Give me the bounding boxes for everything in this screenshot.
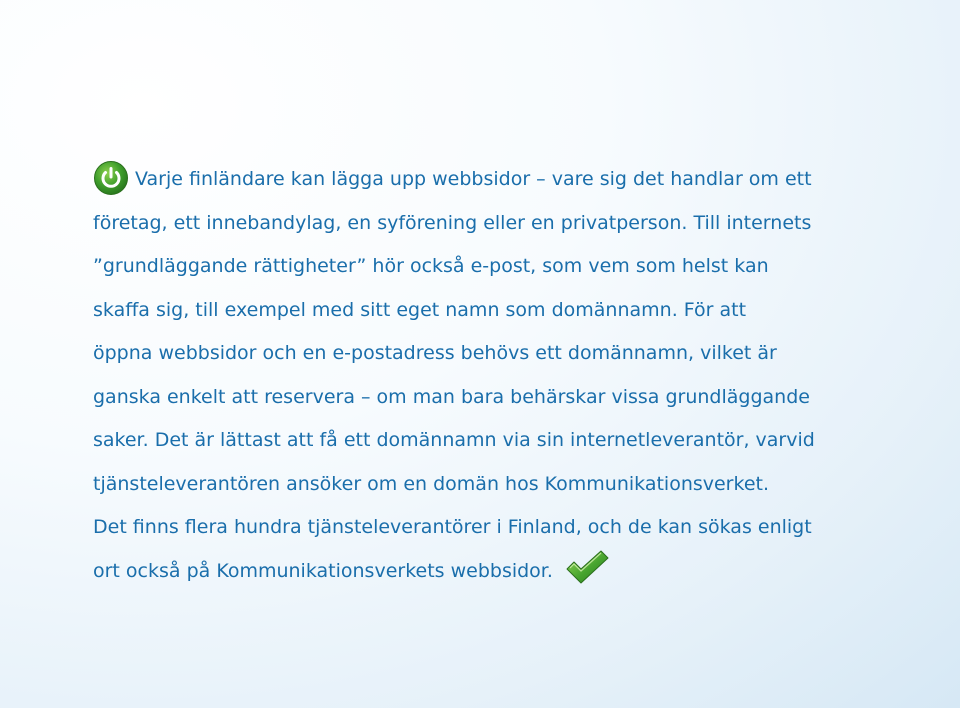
- paragraph-line-text: ort också på Kommunikationsverkets webbsidor.: [93, 559, 553, 582]
- paragraph-line: ganska enkelt att reservera – om man bara behärskar vissa grundläggande: [93, 385, 810, 408]
- paragraph-line: saker. Det är lättast att få ett domännamn via sin internetleverantör, varvid: [93, 429, 815, 451]
- paragraph-line: tjänsteleverantören ansöker om en domän hos Kommunikationsverket.: [93, 472, 770, 495]
- paragraph-line: företag, ett innebandylag, en syförening eller en privatperson. Till internets: [93, 211, 812, 234]
- paragraph-line: öppna webbsidor och en e-postadress behövs ett domännamn, vilket är: [93, 342, 777, 364]
- paragraph-line-last: [93, 550, 893, 594]
- paragraph-line: Det finns flera hundra tjänsteleverantörer i Finland, och de kan sökas enligt: [93, 516, 812, 538]
- paragraph-line: ”grundläggande rättigheter” hör också e-post, som vem som helst kan: [93, 255, 769, 277]
- body-paragraph: [93, 158, 893, 593]
- paragraph-line: Varje finländare kan lägga upp webbsidor – vare sig det handlar om ett: [135, 168, 812, 190]
- paragraph-line: skaffa sig, till exempel med sitt eget namn som domännamn. För att: [93, 298, 747, 321]
- checkmark-icon: [563, 547, 611, 587]
